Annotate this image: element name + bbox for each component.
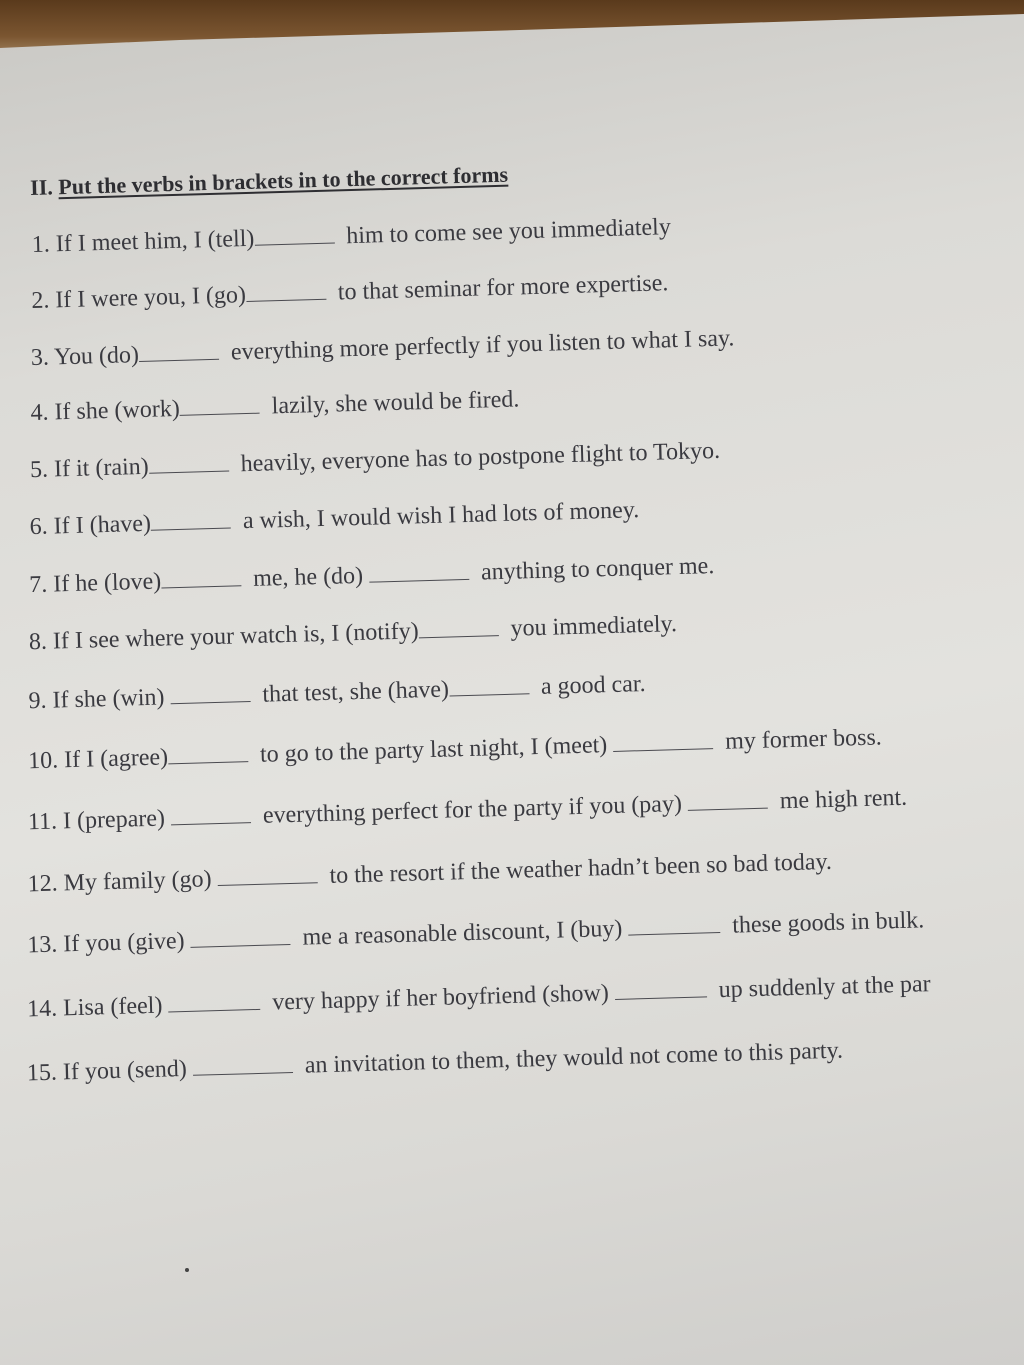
question-text: everything perfect for the party if you (pay) [262,791,683,829]
question-text: heavily, everyone has to postpone flight to Tokyo. [240,437,721,478]
question-12 [27,847,832,899]
answer-blank[interactable] [190,924,291,948]
question-number: 3. [30,344,50,372]
answer-blank[interactable] [613,728,714,752]
question-text: to that seminar for more expertise. [337,270,669,306]
answer-blank[interactable] [687,788,768,811]
question-3 [31,323,735,373]
question-number: 15. [26,1059,58,1087]
question-number: 6. [29,513,49,541]
question-text: Lisa (feel) [62,992,163,1022]
question-text: If he (love) [52,568,162,598]
question-text: an invitation to them, they would not come to this party. [304,1037,844,1079]
question-number: 13. [27,931,58,959]
question-text: If I see where your watch is, I (notify) [52,618,419,655]
question-text: me high rent. [779,784,908,815]
answer-blank[interactable] [628,912,721,936]
question-text: If you (send) [62,1055,188,1086]
question-text: If it (rain) [53,453,150,483]
answer-blank[interactable] [245,279,326,302]
question-5 [30,436,721,485]
answer-blank[interactable] [179,393,260,416]
answer-blank[interactable] [171,802,252,825]
question-2 [31,268,669,316]
answer-blank[interactable] [614,976,707,1000]
answer-blank[interactable] [217,862,318,886]
question-7 [29,551,715,600]
question-text: me, he (do) [252,562,364,592]
answer-blank[interactable] [168,741,249,764]
question-number: 4. [30,399,49,427]
question-text: lazily, she would be fired. [271,386,520,420]
question-number: 5. [29,456,49,484]
answer-blank[interactable] [151,508,232,531]
answer-blank[interactable] [170,681,251,704]
question-text: You (do) [53,342,140,371]
question-6 [29,495,639,542]
question-15 [27,1036,844,1089]
question-text: I (prepare) [62,805,166,835]
answer-blank[interactable] [139,339,220,362]
question-10 [28,722,882,776]
answer-blank[interactable] [148,451,229,474]
question-text: If you (give) [62,927,185,958]
question-text: these goods in bulk. [731,907,925,939]
heading-text: Put the verbs in brackets in to the correct forms [57,161,509,200]
question-text: If I (agree) [63,744,169,774]
question-1 [31,212,671,260]
question-text: everything more perfectly if you listen to what I say. [230,325,735,366]
answer-blank[interactable] [254,223,335,246]
question-number: 1. [31,231,51,258]
question-11 [28,783,908,838]
question-8 [28,609,677,657]
question-text: to the resort if the weather hadn’t been so bad today. [329,848,833,889]
question-number: 12. [27,870,59,898]
question-text: that test, she (have) [262,676,450,708]
question-text: my former boss. [724,724,883,755]
answer-blank[interactable] [192,1052,293,1076]
question-13 [27,905,925,960]
question-number: 7. [28,571,48,599]
question-text: If I (have) [53,510,152,540]
question-number: 2. [31,287,50,315]
section-heading [30,162,509,201]
question-text: up suddenly at the par [718,971,931,1004]
question-text: If I were you, I (go) [55,282,247,314]
question-text: you immediately. [510,611,678,642]
paper-speck [185,1268,189,1272]
question-number: 11. [27,808,58,836]
question-number: 9. [28,687,47,715]
question-text: him to come see you immediately [345,214,672,250]
question-9 [28,669,646,716]
question-text: My family (go) [63,866,212,897]
question-text: very happy if her boyfriend (show) [271,980,610,1016]
question-text: to go to the party last night, I (meet) [259,732,608,768]
question-text: If I meet him, I (tell) [55,225,255,258]
question-text: me a reasonable discount, I (buy) [302,915,623,951]
question-text: If she (work) [54,395,181,426]
question-number: 10. [27,747,59,775]
question-text: If she (win) [52,684,165,714]
question-number: 8. [28,628,48,656]
answer-blank[interactable] [168,989,261,1013]
question-14 [27,969,931,1024]
question-4 [30,384,520,428]
answer-blank[interactable] [369,559,470,583]
answer-blank[interactable] [449,673,530,696]
question-text: a good car. [540,671,646,700]
question-number: 14. [26,995,58,1023]
question-text: a wish, I would wish I had lots of money. [242,497,640,535]
answer-blank[interactable] [161,565,242,588]
answer-blank[interactable] [418,615,499,638]
heading-numeral: II. [29,174,54,200]
question-text: anything to conquer me. [480,553,715,586]
